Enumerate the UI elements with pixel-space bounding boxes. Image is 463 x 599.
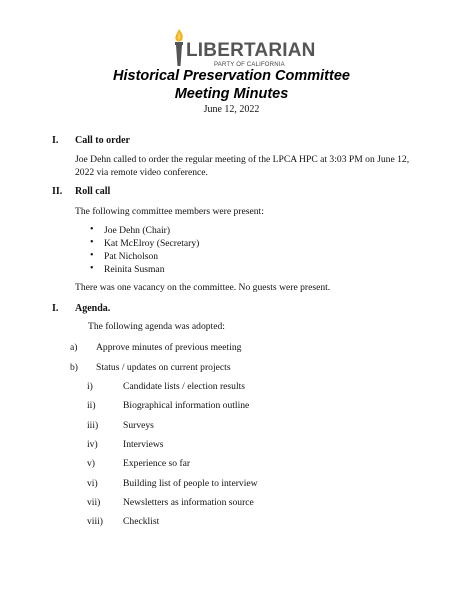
agenda-item-label: a): [70, 342, 78, 353]
bullet-icon: •: [90, 250, 94, 261]
subitem-text: Interviews: [123, 439, 164, 450]
member-item: Kat McElroy (Secretary): [104, 238, 200, 249]
subitem-label: vi): [87, 478, 98, 489]
roll-note: There was one vacancy on the committee. No guests were present.: [75, 282, 331, 293]
document-subtitle: Meeting Minutes: [174, 86, 289, 102]
agenda-intro: The following agenda was adopted:: [88, 321, 225, 332]
agenda-item-text: Approve minutes of previous meeting: [96, 342, 242, 353]
subitem-label: v): [87, 458, 95, 469]
meeting-date: June 12, 2022: [203, 104, 260, 115]
agenda-item-label: b): [70, 362, 78, 373]
document-title: Historical Preservation Committee: [113, 68, 350, 84]
member-item: Reinita Susman: [104, 264, 165, 275]
bullet-icon: •: [90, 224, 94, 235]
subitem-label: iii): [87, 420, 99, 431]
bullet-icon: •: [90, 237, 94, 248]
section-heading-agenda: Agenda.: [75, 303, 111, 314]
subitem-label: viii): [87, 516, 103, 527]
member-item: Joe Dehn (Chair): [104, 225, 171, 236]
section-heading-roll: Roll call: [75, 186, 111, 197]
subitem-text: Experience so far: [123, 458, 191, 469]
bullet-icon: •: [90, 263, 94, 274]
subitem-text: Biographical information outline: [123, 400, 250, 411]
agenda-item-text: Status / updates on current projects: [96, 362, 231, 373]
logo-wordmark: LIBERTARIAN: [186, 40, 316, 61]
section-number-call: I.: [52, 135, 59, 146]
section-number-roll: II.: [52, 186, 63, 197]
subitem-text: Building list of people to interview: [123, 478, 258, 489]
torch-icon: [172, 28, 186, 68]
subitem-text: Checklist: [123, 516, 160, 527]
roll-intro: The following committee members were present:: [75, 206, 264, 217]
section-number-agenda: I.: [52, 303, 59, 314]
subitem-text: Candidate lists / election results: [123, 381, 246, 392]
call-text-line-1: Joe Dehn called to order the regular meeting of the LPCA HPC at 3:03 PM on June 12,: [75, 154, 410, 165]
subitem-label: vii): [87, 497, 101, 508]
section-heading-call: Call to order: [75, 135, 130, 146]
subitem-label: i): [87, 381, 93, 392]
subitem-label: iv): [87, 439, 98, 450]
member-item: Pat Nicholson: [104, 251, 159, 262]
subitem-text: Surveys: [123, 420, 154, 431]
call-text-line-2: 2022 via remote video conference.: [75, 167, 208, 178]
logo-subtitle: PARTY OF CALIFORNIA: [214, 62, 285, 68]
subitem-label: ii): [87, 400, 96, 411]
party-logo: [172, 28, 316, 72]
subitem-text: Newsletters as information source: [123, 497, 254, 508]
